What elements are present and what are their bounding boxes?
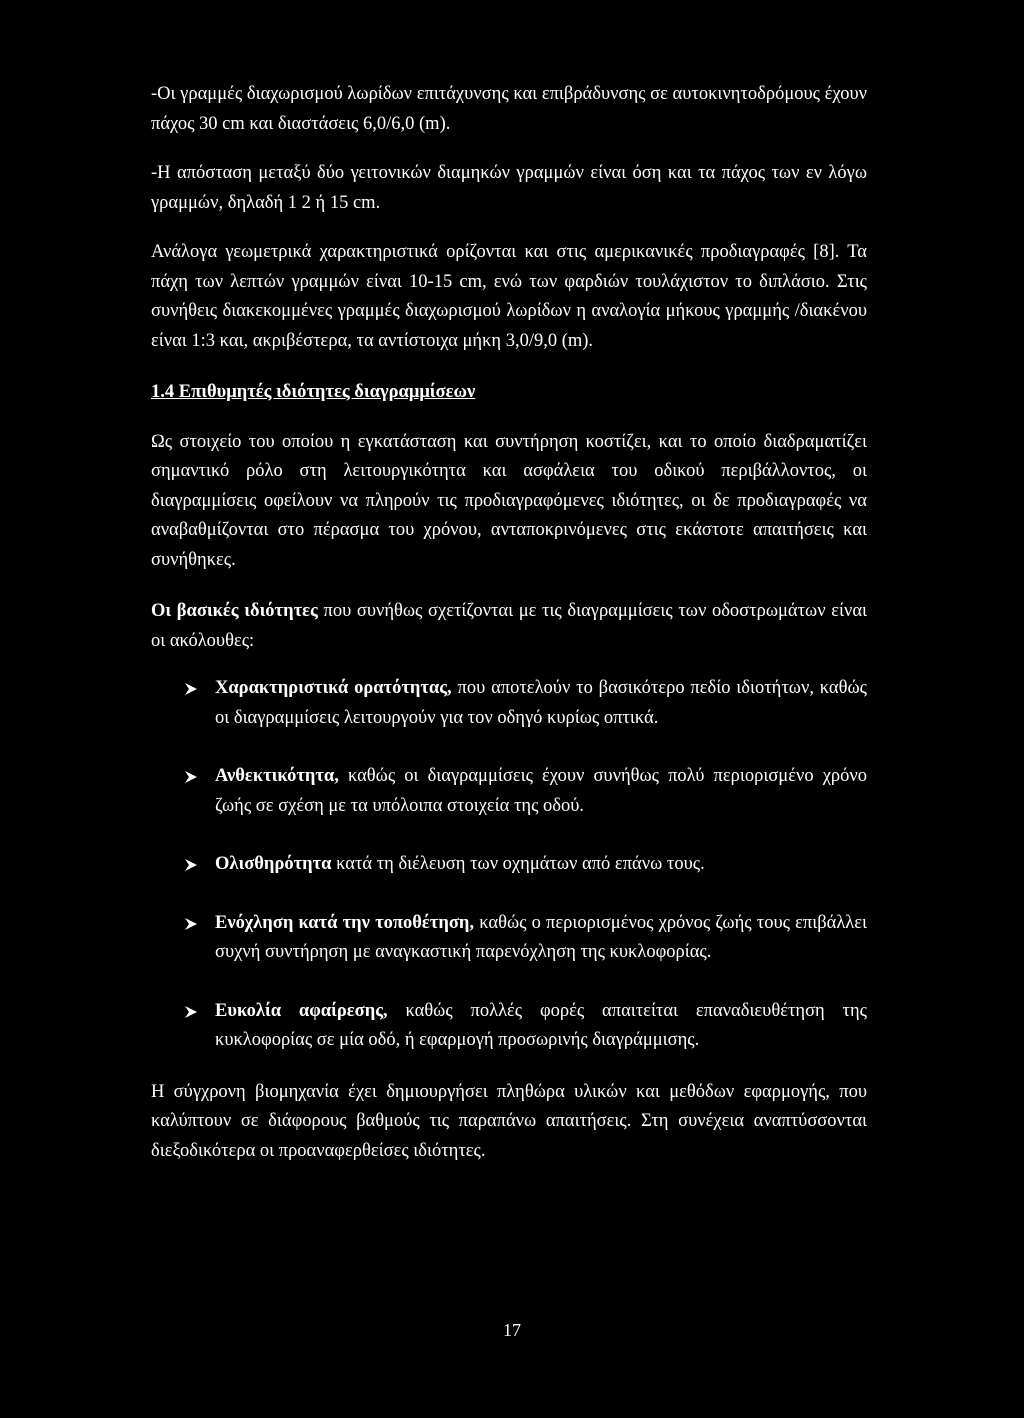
basic-properties-text: που συνήθως σχετίζονται με τις διαγραμμίσεις των οδοστρωμάτων είναι οι ακόλουθες: [151, 601, 867, 651]
paragraph-closing: Η σύγχρονη βιομηχανία έχει δημιουργήσει πληθώρα υλικών και μεθόδων εφαρμογής, που καλύπτουν σε διάφορους βαθμούς τις παραπάνω απαιτήσεις. Στη συνέχεια αναπτύσσονται διεξοδικότερα οι προαναφερθείσες ιδιότητες. [151, 1081, 867, 1161]
list-item-term: Χαρακτηριστικά ορατότητας, [215, 678, 452, 698]
document-page [151, 80, 867, 1166]
list-item-text: καθώς ο περιορισμένος χρόνος ζωής τους επιβάλλει συχνή συντήρηση με αναγκαστική παρενόχληση της κυκλοφορίας. [215, 912, 867, 962]
list-item-term: Ευκολία αφαίρεσης, [215, 1000, 388, 1021]
section-heading: 1.4 Επιθυμητές ιδιότητες διαγραμμίσεων [151, 382, 476, 402]
arrow-bullet-icon [184, 1005, 198, 1019]
list-item-term: Ανθεκτικότητα, [215, 766, 339, 786]
list-item-text: κατά τη διέλευση των οχημάτων από επάνω τους. [331, 854, 705, 874]
list-item-term: Ολισθηρότητα [215, 854, 332, 874]
arrow-bullet-icon [184, 858, 198, 872]
paragraph-section-intro: Ως στοιχείο του οποίου η εγκατάσταση και συντήρηση κοστίζει, και το οποίο διαδραματίζει σημαντικό ρόλο στη λειτουργικότητα και ασφάλεια του οδικού περιβάλλοντος, οι διαγραμμίσεις οφείλουν να πληρούν τις προδιαγραφόμενες ιδιότητες, οι δε προδιαγραφές να αναβαθμίζονται στο πέρασμα του χρόνου, ανταποκρινόμενες στις εκάστοτε απαιτήσεις και συνήθηκες. [151, 431, 867, 570]
list-item-term: Ενόχληση κατά την τοποθέτηση, [215, 912, 475, 933]
page-number: 17 [503, 1320, 521, 1340]
paragraph-lane-lines: -Οι γραμμές διαχωρισμού λωρίδων επιτάχυνσης και επιβράδυνσης σε αυτοκινητοδρόμους έχουν πάχος 30 cm και διαστάσεις 6,0/6,0 (m). [151, 84, 867, 134]
arrow-bullet-icon [184, 917, 198, 931]
list-item-text: που αποτελούν το βασικότερο πεδίο ιδιοτήτων, καθώς οι διαγραμμίσεις λειτουργούν για τον οδηγό κυρίως οπτικά. [215, 678, 867, 728]
paragraph-american-specs: Ανάλογα γεωμετρικά χαρακτηριστικά ορίζονται και στις αμερικανικές προδιαγραφές [8]. Τα πάχη των λεπτών γραμμών είναι 10-15 cm, ενώ των φαρδιών τουλάχιστον το διπλάσιο. Στις συνήθεις διακεκομμένες γραμμές διαχωρισμού λωρίδων η αναλογία μήκους γραμμής /διακένου είναι 1:3 και, ακριβέστερα, τα αντίστοιχα μήκη 3,0/9,0 (m). [151, 242, 867, 351]
list-item [151, 997, 867, 1056]
arrow-bullet-icon [184, 682, 198, 696]
paragraph-basic-properties [151, 597, 867, 656]
arrow-bullet-icon [184, 770, 198, 784]
paragraph-line-distance: -Η απόσταση μεταξύ δύο γειτονικών διαμηκών γραμμών είναι όση και τα πάχος των εν λόγω γραμμών, δηλαδή 1 2 ή 15 cm. [151, 163, 867, 213]
list-item [151, 909, 867, 968]
list-item [151, 674, 867, 733]
list-item [151, 850, 867, 880]
list-item-text: καθώς οι διαγραμμίσεις έχουν συνήθως πολύ περιορισμένο χρόνο ζωής σε σχέση με τα υπόλοιπα στοιχεία της οδού. [215, 766, 867, 816]
properties-list [151, 674, 867, 1056]
list-item [151, 762, 867, 821]
basic-properties-term: Οι βασικές ιδιότητες [151, 601, 318, 621]
list-item-text: καθώς πολλές φορές απαιτείται επαναδιευθέτηση της κυκλοφορίας σε μία οδό, ή εφαρμογή προσωρινής διαγράμμισης. [215, 1000, 867, 1050]
